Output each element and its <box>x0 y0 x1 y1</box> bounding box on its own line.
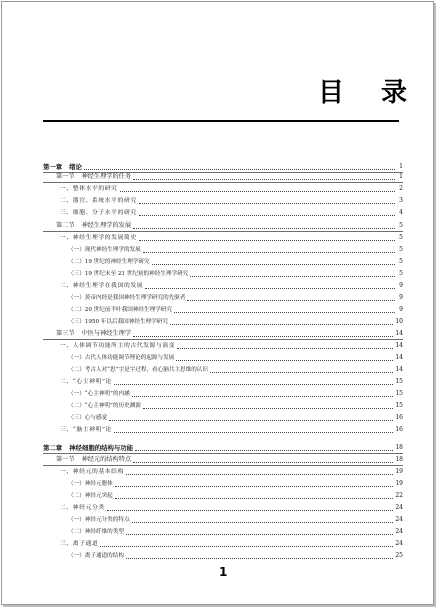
toc-entry-label <box>60 426 112 434</box>
toc-entry-number: 第三节 <box>56 330 75 337</box>
dot-leader <box>114 432 393 433</box>
toc-entry-label <box>68 258 150 266</box>
page-shadow-right <box>434 3 436 607</box>
toc-entry-label <box>68 516 130 524</box>
section-rule <box>43 231 403 232</box>
toc-entry-text: 神经细胞的结构与功能 <box>69 444 134 452</box>
toc-entry[interactable] <box>60 185 403 193</box>
toc-entry-page: 24 <box>395 528 403 535</box>
dot-leader <box>126 558 393 559</box>
toc-entry-label <box>68 528 124 536</box>
dot-leader <box>114 384 393 385</box>
toc-entry[interactable] <box>68 294 403 302</box>
toc-entry-page: 9 <box>399 282 403 289</box>
dot-leader <box>170 324 393 325</box>
dot-leader <box>187 300 395 301</box>
toc-entry-page: 18 <box>395 444 403 451</box>
toc-entry[interactable] <box>68 552 403 560</box>
toc-entry-label <box>60 185 118 193</box>
toc-entry-label <box>56 330 131 338</box>
toc-entry-page: 5 <box>399 246 403 253</box>
toc-entry[interactable] <box>68 480 403 488</box>
toc-entry[interactable] <box>68 246 403 254</box>
toc-entry-text: 一、神经元的基本结构 <box>60 469 124 475</box>
toc-entry-page: 9 <box>399 294 403 301</box>
toc-entry-page: 5 <box>399 258 403 265</box>
toc-entry-text: （三）心与感觉 <box>68 415 108 421</box>
dot-leader <box>177 348 393 349</box>
dot-leader <box>190 276 395 277</box>
toc-entry-page: 16 <box>395 414 403 421</box>
toc-entry-text: （二）神经纤维的类型 <box>68 529 124 535</box>
section-rule <box>43 339 403 340</box>
toc-entry-label <box>68 552 124 560</box>
toc-entry-text: （二）19 世纪的神经生理学研究 <box>68 259 150 265</box>
toc-entry[interactable] <box>68 528 403 536</box>
dot-leader <box>176 360 393 361</box>
toc-entry-label <box>68 402 141 410</box>
toc-entry-label <box>60 468 124 476</box>
toc-entry[interactable] <box>60 342 403 350</box>
toc-entry[interactable] <box>56 222 403 230</box>
dot-leader <box>143 408 394 409</box>
toc-entry-text: 一、神经生理学的发展简史 <box>60 235 137 241</box>
toc-entry[interactable] <box>68 258 403 266</box>
toc-entry-label <box>68 390 130 398</box>
toc-entry-number: 第一节 <box>56 173 75 180</box>
toc-entry[interactable] <box>68 306 403 314</box>
dot-leader <box>143 252 395 253</box>
toc-entry[interactable] <box>68 366 403 374</box>
toc-entry[interactable] <box>68 516 403 524</box>
dot-leader <box>132 396 394 397</box>
title-rule <box>43 120 399 122</box>
toc-entry-label <box>68 294 185 302</box>
toc-entry[interactable] <box>56 173 403 181</box>
toc-entry-page: 19 <box>395 468 403 475</box>
section-rule <box>43 465 403 466</box>
dot-leader <box>145 288 395 289</box>
toc-entry-text: （二）“心主神明”的历史渊源 <box>68 403 141 409</box>
toc-entry-page: 4 <box>399 209 403 216</box>
dot-leader <box>133 336 393 337</box>
toc-entry-text: 绪论 <box>69 163 82 171</box>
toc-entry-label <box>68 270 188 278</box>
page-title: 目 录 <box>318 78 422 108</box>
toc-entry-page: 15 <box>395 402 403 409</box>
toc-entry-page: 9 <box>399 306 403 313</box>
toc-entry-page: 14 <box>395 354 403 361</box>
dot-leader <box>109 420 393 421</box>
toc-entry-page: 5 <box>399 222 403 229</box>
toc-entry-page: 14 <box>395 342 403 349</box>
toc-entry-page: 1 <box>399 173 403 180</box>
dot-leader <box>115 486 394 487</box>
toc-entry-label <box>68 318 168 326</box>
toc-entry-label <box>60 234 137 242</box>
toc-entry-label <box>56 173 131 181</box>
toc-entry[interactable] <box>60 540 403 548</box>
toc-entry-page: 1 <box>399 163 403 170</box>
toc-entry[interactable] <box>68 354 403 362</box>
toc-entry-page: 14 <box>395 366 403 373</box>
toc-entry-text: （一）神经元胞体 <box>68 481 113 487</box>
toc-entry[interactable] <box>68 402 403 410</box>
dot-leader <box>210 372 393 373</box>
toc-entry-page: 18 <box>395 456 403 463</box>
section-rule <box>43 453 403 454</box>
dot-leader <box>120 191 395 192</box>
toc-entry-text: （一）“心主神明”的内涵 <box>68 391 130 397</box>
toc-entry[interactable] <box>60 234 403 242</box>
dot-leader <box>135 450 393 451</box>
toc-entry-label <box>60 378 112 386</box>
toc-entry-page: 24 <box>395 540 403 547</box>
toc-entry-page: 5 <box>399 270 403 277</box>
toc-entry[interactable] <box>43 163 403 171</box>
toc-entry-page: 22 <box>395 492 403 499</box>
toc-entry[interactable] <box>68 270 403 278</box>
toc-entry-label <box>68 354 174 362</box>
toc-entry-label <box>68 414 107 422</box>
toc-entry-text: 二、神经生理学在我国的发展 <box>60 283 144 289</box>
toc-entry-text: 神经生理学的发展 <box>81 222 132 229</box>
toc-entry[interactable] <box>56 330 403 338</box>
toc-entry-number: 第一节 <box>56 456 75 463</box>
toc-entry-text: （二）神经元突起 <box>68 493 113 499</box>
toc-entry-label <box>68 492 113 500</box>
section-rule <box>43 182 403 183</box>
toc-entry-page: 10 <box>395 318 403 325</box>
toc-entry-label <box>60 342 175 350</box>
toc-entry-label <box>68 480 113 488</box>
dot-leader <box>139 203 395 204</box>
toc-entry-label <box>60 540 98 548</box>
toc-entry-text: 二、“心主神明”论 <box>60 379 112 385</box>
toc-entry-page: 15 <box>395 390 403 397</box>
toc-entry[interactable] <box>60 197 403 205</box>
toc-entry[interactable] <box>68 492 403 500</box>
toc-entry-label <box>60 209 137 217</box>
toc-entry-label <box>68 366 208 374</box>
toc-entry-page: 25 <box>395 552 403 559</box>
toc-entry-text: 三、细胞、分子水平的研究 <box>60 210 137 216</box>
toc-entry-text: 中医与神经生理学 <box>81 330 132 337</box>
page-number: 1 <box>219 565 228 579</box>
toc-entry[interactable] <box>68 414 403 422</box>
toc-entry-page: 2 <box>399 185 403 192</box>
toc-entry-label <box>68 306 172 314</box>
toc-entry[interactable] <box>68 318 403 326</box>
toc-entry[interactable] <box>56 456 403 464</box>
toc-entry[interactable] <box>60 426 403 434</box>
toc-entry-text: （一）现代神经生理学的发展 <box>68 247 141 253</box>
toc-entry[interactable] <box>60 282 403 290</box>
toc-entry-text: 三、“脑主神明”论 <box>60 427 112 433</box>
toc-entry-page: 14 <box>395 330 403 337</box>
toc-entry-text: （一）黄帝内经是我国神经生理学研究的先驱者 <box>68 295 186 301</box>
toc-entry-text: 神经元的结构特点 <box>81 456 132 463</box>
toc-entry-label <box>56 456 131 464</box>
toc-entry-page: 15 <box>395 378 403 385</box>
dot-leader <box>139 240 395 241</box>
page-shadow-bottom <box>3 605 436 607</box>
toc-entry-label <box>60 282 143 290</box>
toc-entry-text: （二）考古人对“思”字是字过程，看心脑共主思维的认识 <box>68 367 208 373</box>
toc-entry-text: 三、离子通道 <box>60 541 99 547</box>
dot-leader <box>126 474 393 475</box>
toc-entry-text: （一）神经元分类的特点 <box>68 517 130 523</box>
toc-entry[interactable] <box>60 209 403 217</box>
toc-entry-text: （一）离子通道的结构 <box>68 553 124 559</box>
toc-entry-text: 一、整体水平的研究 <box>60 186 118 192</box>
toc-entry-number: 第二章 <box>43 444 63 452</box>
toc-entry-label <box>43 163 82 171</box>
toc-entry-page: 16 <box>395 426 403 433</box>
toc-entry-label <box>68 246 141 254</box>
dot-leader <box>133 462 393 463</box>
dot-leader <box>132 522 394 523</box>
dot-leader <box>133 179 395 180</box>
toc-entry-page: 5 <box>399 234 403 241</box>
toc-entry[interactable] <box>60 468 403 476</box>
dot-leader <box>152 264 395 265</box>
toc-entry-label <box>60 197 137 205</box>
toc-entry-page: 3 <box>399 197 403 204</box>
toc-entry-number: 第一章 <box>43 163 63 171</box>
toc-entry-page: 19 <box>395 480 403 487</box>
toc-entry-text: 一、人体调节功能所主的古代发源与演变 <box>60 343 176 349</box>
toc-entry-text: 二、神经元分类 <box>60 505 105 511</box>
toc-entry-text: 神经生理学的任务 <box>81 173 132 180</box>
toc-entry[interactable] <box>68 390 403 398</box>
toc-entry-page: 24 <box>395 516 403 523</box>
toc-entry-label <box>43 444 133 452</box>
toc-entry-text: （一）古代人体功能调节理论的起源与发展 <box>68 355 175 361</box>
dot-leader <box>126 534 393 535</box>
dot-leader <box>100 546 393 547</box>
toc-entry-text: （三）1950 年以后我国神经生理学研究 <box>68 319 168 325</box>
toc-entry-number: 第二节 <box>56 222 75 229</box>
dot-leader <box>139 215 395 216</box>
toc-entry-page: 24 <box>395 504 403 511</box>
dot-leader <box>115 498 394 499</box>
toc-entry-text: （二）20 世纪前半叶我国神经生理学研究 <box>68 307 172 313</box>
toc-entry-text: （三）19 世纪末至 21 世纪初的神经生理学研究 <box>68 271 189 277</box>
toc-entry[interactable] <box>43 444 403 452</box>
toc-entry-text: 二、器官、系统水平的研究 <box>60 198 137 204</box>
toc-entry-label <box>56 222 131 230</box>
dot-leader <box>174 312 395 313</box>
dot-leader <box>133 228 395 229</box>
dot-leader <box>107 510 394 511</box>
dot-leader <box>84 169 395 170</box>
toc-entry-label <box>60 504 105 512</box>
toc-entry[interactable] <box>60 378 403 386</box>
toc-entry[interactable] <box>60 504 403 512</box>
